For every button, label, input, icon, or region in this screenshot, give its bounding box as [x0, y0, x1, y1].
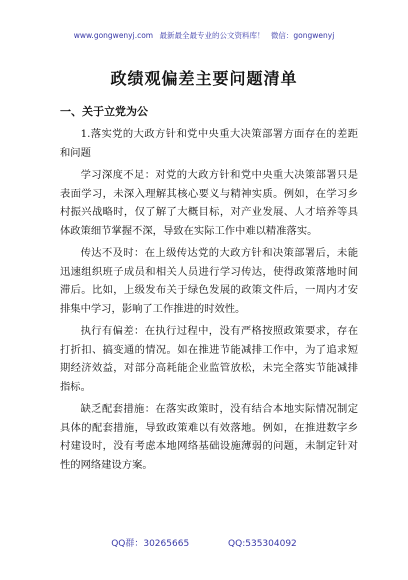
qq-group: QQ群：30265665	[111, 539, 190, 549]
wechat-id: 微信：gongwenyj	[270, 31, 335, 40]
site-url: www.gongwenyj.com	[73, 31, 154, 40]
qq-contact: QQ:535304092	[228, 539, 297, 549]
paragraph: 缺乏配套措施：在落实政策时，没有结合本地实际情况制定具体的配套措施，导致政策难以有效落地。例如，在推进数字乡村建设时，没有考虑本地网络基础设施薄弱的问题，未制定针对性的网络建设方案。	[60, 403, 358, 471]
section-body	[60, 125, 358, 478]
page-title: 政绩观偏差主要问题清单	[110, 69, 298, 88]
paragraph: 学习深度不足：对党的大政方针和党中央重大决策部署只是表面学习，未深入理解其核心要义与精神实质。例如，在学习乡村振兴战略时，仅了解了大概目标，对产业发展、人才培养等具体政策细节掌握不深，导致在实际工作中难以精准落实。	[60, 169, 358, 237]
paragraph: 执行有偏差：在执行过程中，没有严格按照政策要求，存在打折扣、搞变通的情况。如在推进节能减排工作中，为了追求短期经济效益，对部分高耗能企业监管放松，未完全落实节能减排指标。	[60, 325, 358, 393]
section-heading: 一、关于立党为公	[60, 105, 148, 118]
site-slogan: 最新最全最专业的公文资料库！	[159, 31, 265, 40]
page-header	[0, 30, 408, 41]
paragraph: 传达不及时：在上级传达党的大政方针和决策部署后，未能迅速组织班子成员和相关人员进行学习传达，使得政策落地时间滞后。比如，上级发布关于绿色发展的政策文件后，一周内才安排集中学习，影响了工作推进的时效性。	[60, 247, 358, 315]
page-footer	[0, 536, 408, 549]
subheading: 1.落实党的大政方针和党中央重大决策部署方面存在的差距和问题	[60, 128, 358, 159]
